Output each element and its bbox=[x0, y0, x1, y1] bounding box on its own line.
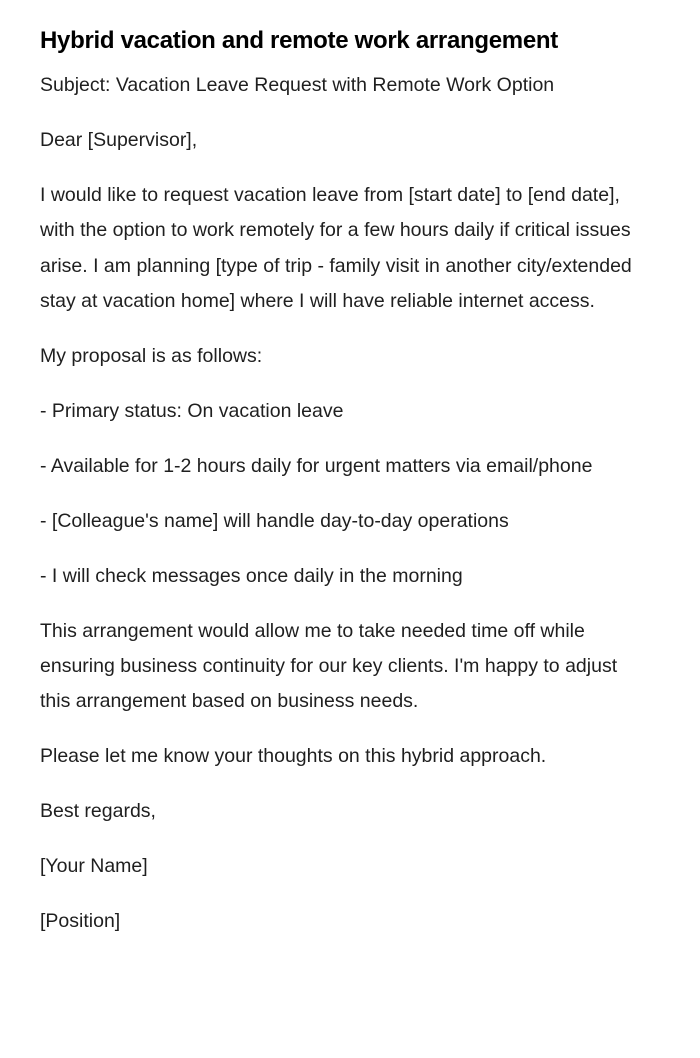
proposal-heading: My proposal is as follows: bbox=[40, 344, 263, 367]
proposal-item-coverage: - [Colleague's name] will handle day-to-day operations bbox=[40, 509, 509, 532]
signature-position: [Position] bbox=[40, 910, 121, 933]
greeting: Dear [Supervisor], bbox=[40, 128, 198, 151]
request-paragraph: Please let me know your thoughts on this hybrid approach. bbox=[40, 745, 547, 768]
closing: Best regards, bbox=[40, 800, 156, 823]
subject-line: Subject: Vacation Leave Request with Remote Work Option bbox=[40, 74, 555, 96]
proposal-item-status: - Primary status: On vacation leave bbox=[40, 399, 344, 422]
proposal-item-messages: - I will check messages once daily in the morning bbox=[40, 564, 463, 587]
arrangement-paragraph: This arrangement would allow me to take needed time off while ensuring business continuity for our key clients. I'm happy to adjust this arrangement based on business needs. bbox=[40, 619, 618, 713]
letter-document bbox=[40, 24, 640, 940]
intro-paragraph: I would like to request vacation leave from [start date] to [end date], with the option to work remotely for a few hours daily if critical issues arise. I am planning [type of trip - family visit in another city/extended stay at vacation home] where I will have reliable internet access. bbox=[40, 183, 632, 312]
document-title: Hybrid vacation and remote work arrangement bbox=[40, 27, 558, 54]
proposal-item-availability: - Available for 1-2 hours daily for urgent matters via email/phone bbox=[40, 454, 593, 477]
signature-name: [Your Name] bbox=[40, 855, 148, 878]
